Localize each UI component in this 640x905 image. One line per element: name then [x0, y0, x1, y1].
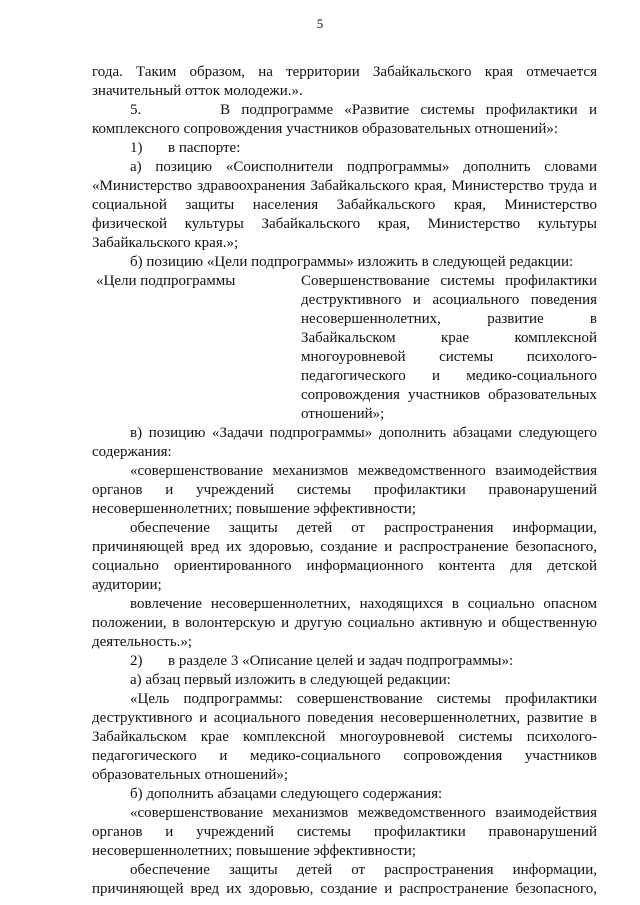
text-line: вовлечение несовершеннолетних, находящихся в социально опасном — [130, 596, 597, 612]
text-line: многоуровневой системы психолого- — [301, 349, 597, 365]
text-line: а) абзац первый изложить в следующей редакции: — [130, 672, 451, 688]
text-line: положении, в волонтерскую и другую социально активную и общественную — [92, 615, 597, 631]
text-line: Совершенствование системы профилактики — [301, 273, 597, 289]
text-line: «совершенствование механизмов межведомственного взаимодействия — [130, 463, 597, 479]
item-text: в разделе 3 «Описание целей и задач подпрограммы»: — [168, 653, 514, 669]
document-body — [92, 63, 597, 899]
text-line: социально ориентированного информационного контента для детской — [92, 558, 597, 574]
text-line: несовершеннолетних; повышение эффективности; — [92, 501, 416, 517]
item-2 — [92, 652, 597, 671]
text-line: содержания: — [92, 444, 172, 460]
text-line: обеспечение защиты детей от распространения информации, — [130, 520, 597, 536]
item-1 — [92, 139, 597, 158]
text-line: комплексного сопровождения участников образовательных отношений»: — [92, 121, 559, 137]
text-line: деятельность.»; — [92, 634, 193, 650]
text-line: года. Таким образом, на территории Забайкальского края отмечается — [92, 64, 597, 80]
text-line: отношений»; — [301, 406, 385, 422]
text-line: б) позицию «Цели подпрограммы» изложить в следующей редакции: — [130, 254, 574, 270]
text-line: социальной защиты населения Забайкальского края, Министерство — [92, 197, 597, 213]
text-line: б) дополнить абзацами следующего содержания: — [130, 786, 443, 802]
text-line: а) позицию «Соисполнители подпрограммы» дополнить словами — [130, 159, 597, 175]
text-line: сопровождения участников образовательных — [301, 387, 597, 403]
text-line: педагогического и медико-социального сопровождения участников — [92, 748, 597, 764]
text-line: значительный отток молодежи.». — [92, 83, 303, 99]
text-line: Забайкальском крае комплексной многоуровневой системы психолого- — [92, 729, 597, 745]
text-line: физической культуры Забайкальского края, Министерство культуры — [92, 216, 597, 232]
text-line: органов и учреждений системы профилактики правонарушений — [92, 482, 597, 498]
goal-value — [301, 272, 597, 424]
text-line: причиняющей вред их здоровью, создание и распространение безопасного, — [92, 539, 597, 555]
text-line: несовершеннолетних; повышение эффективности; — [92, 843, 416, 859]
item-text: в паспорте: — [168, 140, 241, 156]
goal-label: «Цели подпрограммы — [96, 273, 236, 289]
text-line: «Цель подпрограммы: совершенствование системы профилактики — [130, 691, 597, 707]
item-number: 1) — [130, 140, 143, 156]
item-number: 2) — [130, 653, 143, 669]
text-line: «Министерство здравоохранения Забайкальского края, Министерство труда и — [92, 178, 597, 194]
text-line: обеспечение защиты детей от распространения информации, — [130, 862, 597, 878]
text-line: Забайкальского края.»; — [92, 235, 239, 251]
text-line: аудитории; — [92, 577, 162, 593]
text-line: в) позицию «Задачи подпрограммы» дополнить абзацами следующего — [130, 425, 597, 441]
section-5-heading: 5. В подпрограмме «Развитие системы профилактики и — [130, 102, 597, 118]
text-line: несовершеннолетних, развитие в — [301, 311, 597, 327]
text-line: Забайкальском крае комплексной — [301, 330, 597, 346]
text-line: образовательных отношений»; — [92, 767, 289, 783]
goal-table — [92, 272, 597, 424]
text-line: деструктивного и асоциального поведения — [301, 292, 597, 308]
text-line: органов и учреждений системы профилактики правонарушений — [92, 824, 597, 840]
text-line: деструктивного и асоциального поведения несовершеннолетних, развитие в — [92, 710, 597, 726]
text-line: «совершенствование механизмов межведомственного взаимодействия — [130, 805, 597, 821]
page-number: 5 — [316, 16, 324, 31]
text-line: педагогического и медико-социального — [301, 368, 597, 384]
text-line: причиняющей вред их здоровью, создание и распространение безопасного, — [92, 881, 597, 897]
